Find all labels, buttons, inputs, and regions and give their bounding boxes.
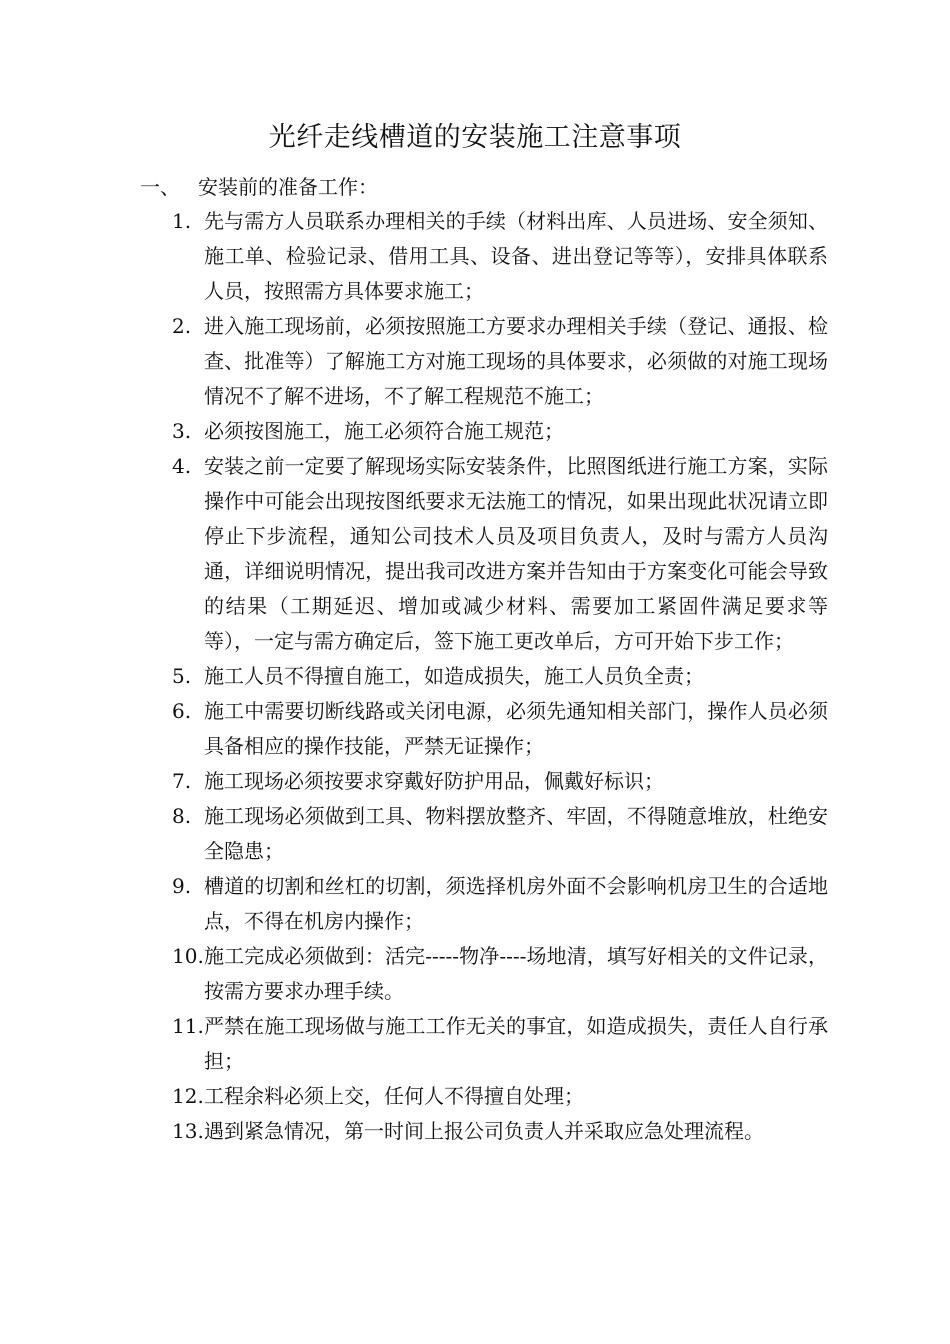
item-number: 2.: [172, 314, 192, 338]
item-text: 施工现场必须做到工具、物料摆放整齐、牢固，不得随意堆放，杜绝安全隐患；: [204, 804, 828, 863]
instruction-list: [172, 204, 828, 1149]
section-heading-text: 安装前的准备工作：: [198, 175, 378, 199]
list-item: [172, 659, 828, 694]
section-heading: [140, 172, 840, 202]
item-text: 施工人员不得擅自施工，如造成损失，施工人员负全责；: [204, 664, 704, 688]
list-item: [172, 764, 828, 799]
item-number: 5.: [172, 664, 192, 688]
item-text: 施工完成必须做到：活完-----物净----场地清，填写好相关的文件记录，按需方要求办理手续。: [204, 944, 828, 1003]
item-text: 遇到紧急情况，第一时间上报公司负责人并采取应急处理流程。: [204, 1119, 764, 1143]
list-item: [172, 1009, 828, 1079]
list-item: [172, 204, 828, 309]
list-item: [172, 309, 828, 414]
list-item: [172, 869, 828, 939]
list-item: [172, 799, 828, 869]
list-item: [172, 939, 828, 1009]
item-text: 必须按图施工，施工必须符合施工规范；: [204, 419, 564, 443]
item-number: 13.: [172, 1119, 204, 1143]
list-item: [172, 414, 828, 449]
item-number: 3.: [172, 419, 192, 443]
item-text: 工程余料必须上交，任何人不得擅自处理；: [204, 1084, 584, 1108]
document-title: 光纤走线槽道的安装施工注意事项: [268, 122, 682, 153]
list-item: [172, 694, 828, 764]
item-text: 安装之前一定要了解现场实际安装条件，比照图纸进行施工方案，实际操作中可能会出现按图纸要求无法施工的情况，如果出现此状况请立即停止下步流程，通知公司技术人员及项目负责人，及时与需方人员沟通，详细说明情况，提出我司改进方案并告知由于方案变化可能会导致的结果（工期延迟、增加或减少材料、需要加工紧固件满足要求等等），一定与需方确定后，签下施工更改单后，方可开始下步工作；: [204, 454, 828, 653]
list-item: [172, 1079, 828, 1114]
item-text: 先与需方人员联系办理相关的手续（材料出库、人员进场、安全须知、施工单、检验记录、借用工具、设备、进出登记等等），安排具体联系人员，按照需方具体要求施工；: [204, 209, 828, 303]
item-text: 进入施工现场前，必须按照施工方要求办理相关手续（登记、通报、检查、批准等）了解施工方对施工现场的具体要求，必须做的对施工现场情况不了解不进场，不了解工程规范不施工；: [204, 314, 828, 408]
list-item: [172, 449, 828, 659]
section-number: 一、: [140, 175, 180, 199]
item-number: 6.: [172, 699, 192, 723]
item-text: 施工现场必须按要求穿戴好防护用品，佩戴好标识；: [204, 769, 664, 793]
item-text: 槽道的切割和丝杠的切割，须选择机房外面不会影响机房卫生的合适地点，不得在机房内操作；: [204, 874, 828, 933]
item-number: 8.: [172, 804, 192, 828]
item-text: 严禁在施工现场做与施工工作无关的事宜，如造成损失，责任人自行承担；: [204, 1014, 828, 1073]
item-number: 11.: [172, 1014, 204, 1038]
item-number: 10.: [172, 944, 204, 968]
list-item: [172, 1114, 828, 1149]
item-number: 9.: [172, 874, 192, 898]
item-text: 施工中需要切断线路或关闭电源，必须先通知相关部门，操作人员必须具备相应的操作技能，严禁无证操作；: [204, 699, 828, 758]
item-number: 4.: [172, 454, 192, 478]
item-number: 7.: [172, 769, 192, 793]
item-number: 1.: [172, 209, 192, 233]
item-number: 12.: [172, 1084, 204, 1108]
